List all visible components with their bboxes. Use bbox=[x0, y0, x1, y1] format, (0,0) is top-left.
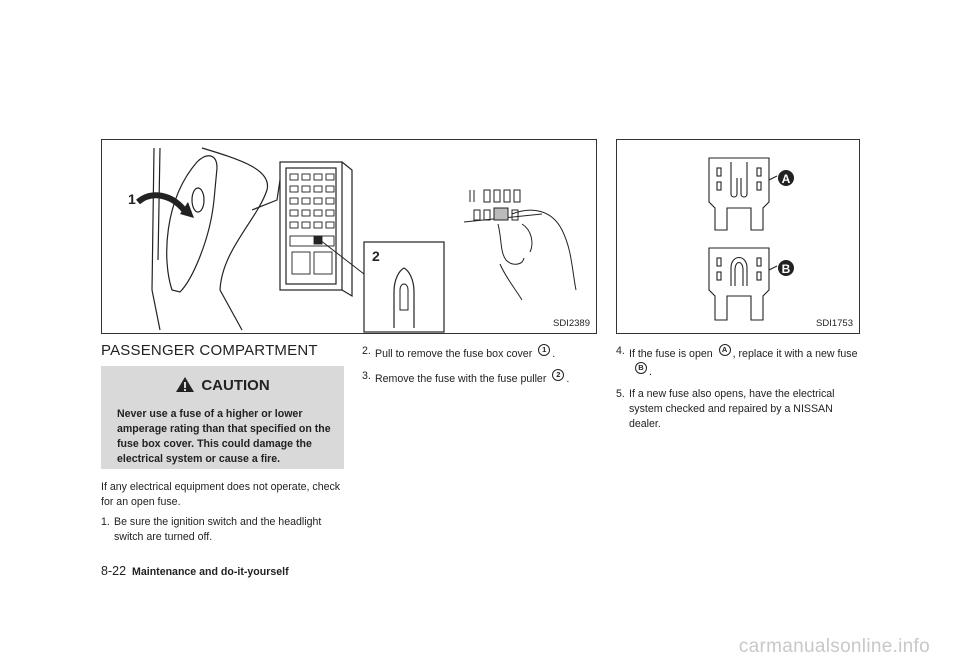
step-text: If a new fuse also opens, have the electrical system checked and repaired by a NISSAN dealer. bbox=[629, 387, 835, 430]
steps-list-col3 bbox=[616, 344, 860, 439]
steps-list-col2 bbox=[362, 344, 602, 394]
page-number: 8-22 bbox=[101, 564, 127, 578]
step-tail: , replace it with a new fuse bbox=[732, 347, 858, 360]
caution-title-text: CAUTION bbox=[201, 377, 270, 394]
callout-2 bbox=[372, 248, 380, 264]
callout-A bbox=[778, 170, 794, 186]
step-number: 3. bbox=[362, 369, 371, 382]
list-item bbox=[362, 369, 602, 387]
list-item bbox=[362, 344, 602, 362]
fuse-illustration bbox=[617, 140, 859, 333]
callout-badge: 1 bbox=[538, 344, 550, 356]
list-item bbox=[616, 344, 860, 380]
svg-text:1: 1 bbox=[128, 191, 136, 207]
list-item bbox=[101, 515, 345, 545]
step-text: If the fuse is open bbox=[629, 347, 713, 360]
step-number: 1. bbox=[101, 516, 110, 528]
step-text: Be sure the ignition switch and the headlight switch are turned off. bbox=[114, 516, 322, 543]
warning-icon bbox=[175, 376, 195, 393]
step-number: 4. bbox=[616, 345, 625, 357]
intro-paragraph: If any electrical equipment does not operate, check for an open fuse. bbox=[101, 481, 341, 508]
figure-code: SDI2389 bbox=[553, 318, 590, 329]
callout-1 bbox=[128, 191, 136, 207]
caution-box bbox=[101, 366, 344, 469]
list-item bbox=[616, 387, 860, 432]
section-heading: PASSENGER COMPARTMENT bbox=[101, 342, 318, 359]
step-text: Pull to remove the fuse box cover bbox=[375, 347, 533, 360]
figure-code: SDI1753 bbox=[816, 318, 853, 329]
page-footer bbox=[101, 564, 289, 578]
svg-text:B: B bbox=[781, 262, 791, 276]
caution-title bbox=[101, 376, 344, 394]
watermark: carmanualsonline.info bbox=[738, 636, 930, 657]
svg-text:A: A bbox=[781, 172, 791, 186]
figure-fuse-states bbox=[616, 139, 860, 334]
fuse-box-illustration bbox=[102, 140, 596, 333]
callout-badge: A bbox=[719, 344, 731, 356]
step-tail: . bbox=[552, 347, 556, 360]
step-text: Remove the fuse with the fuse puller bbox=[375, 372, 547, 385]
step-number: 5. bbox=[616, 387, 625, 400]
callout-badge: B bbox=[635, 362, 647, 374]
figure-fuse-box bbox=[101, 139, 597, 334]
steps-list-col1 bbox=[101, 515, 345, 552]
caution-text: Never use a fuse of a higher or lower amperage rating than that specified on the fuse box cover. This could damage the electrical system or cause a fire. bbox=[117, 408, 331, 465]
step-tail: . bbox=[649, 365, 652, 378]
step-tail: . bbox=[566, 372, 570, 385]
step-number: 2. bbox=[362, 345, 371, 357]
svg-text:2: 2 bbox=[372, 248, 380, 264]
callout-badge: 2 bbox=[552, 369, 564, 381]
footer-section-title: Maintenance and do-it-yourself bbox=[132, 566, 289, 578]
callout-B bbox=[778, 260, 794, 276]
